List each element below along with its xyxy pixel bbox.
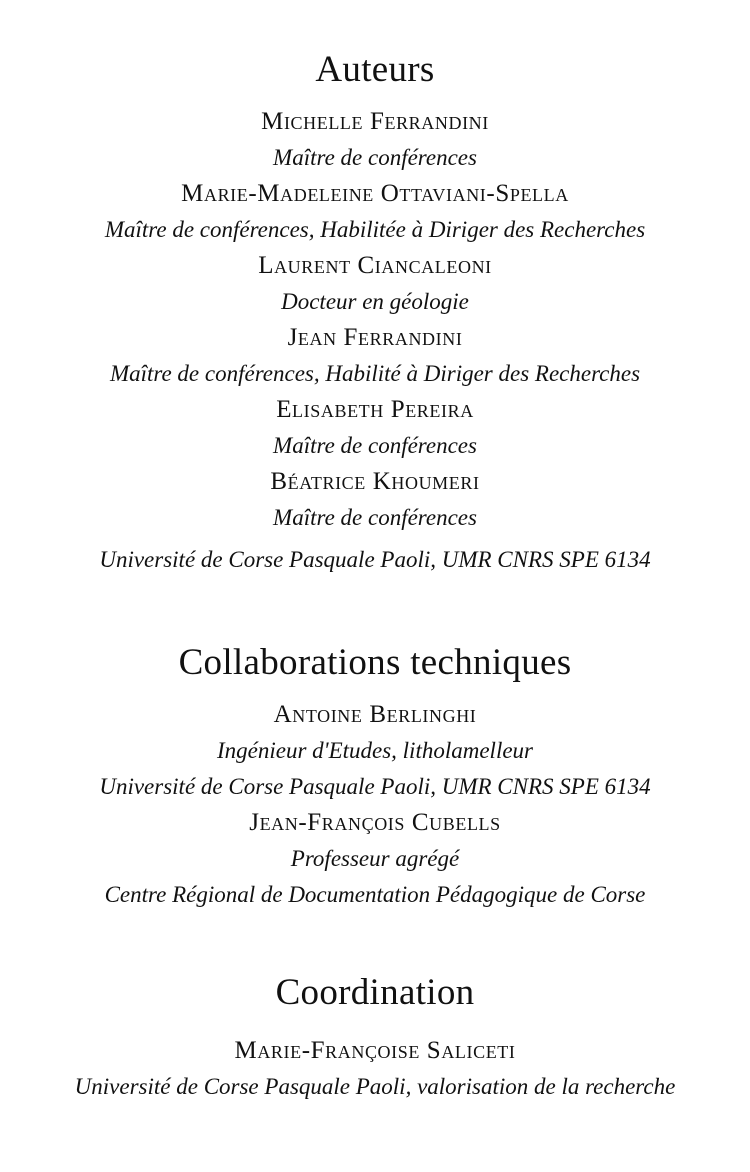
collaborator-name: Antoine Berlinghi [273,701,477,728]
coordinator-name: Marie-Françoise Saliceti [234,1037,516,1064]
author-role: Maître de conférences [273,145,477,170]
author-name: Michelle Ferrandini [261,108,489,135]
authors-section [0,48,750,578]
collaborator-name: Jean-François Cubells [249,809,501,836]
collaborator-role: Ingénieur d'Etudes, litholamelleur [216,738,533,763]
coordination-section [0,971,750,1105]
author-role: Docteur en géologie [281,289,469,314]
author-role: Maître de conférences, Habilité à Diriger des Recherches [109,361,641,386]
author-role: Maître de conférences, Habilitée à Diriger des Recherches [104,217,646,242]
authors-title: Auteurs [315,49,435,90]
collaborator-role: Professeur agrégé [290,846,460,871]
author-name: Marie-Madeleine Ottaviani-Spella [181,180,569,207]
author-name: Jean Ferrandini [287,324,463,351]
collaborations-section [0,641,750,913]
coordination-title: Coordination [275,972,475,1013]
author-name: Béatrice Khoumeri [270,468,480,495]
coordinator-affiliation: Université de Corse Pasquale Paoli, valorisation de la recherche [74,1074,676,1099]
authors-affiliation: Université de Corse Pasquale Paoli, UMR CNRS SPE 6134 [99,547,651,572]
collaborations-title: Collaborations techniques [178,642,572,683]
collaborator-affiliation: Université de Corse Pasquale Paoli, UMR CNRS SPE 6134 [99,774,651,799]
author-name: Elisabeth Pereira [276,396,474,423]
author-role: Maître de conférences [273,433,477,458]
author-role: Maître de conférences [273,505,477,530]
author-name: Laurent Ciancaleoni [258,252,492,279]
collaborator-affiliation: Centre Régional de Documentation Pédagogique de Corse [104,882,646,907]
